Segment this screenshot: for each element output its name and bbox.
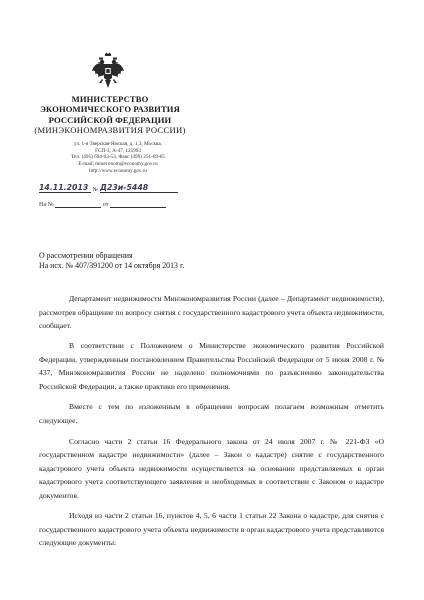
handwritten-date: 14.11.2013 (39, 183, 89, 192)
from-label: от (102, 201, 109, 208)
handwritten-number: Д23и-5448 (100, 183, 149, 192)
address-line: ул. 1-я Тверская-Ямская, д. 1,3, Москва, (73, 141, 163, 147)
double-headed-eagle-emblem-icon (91, 52, 125, 92)
ministry-contacts (48, 141, 188, 175)
ministry-name-block (30, 94, 190, 136)
in-reply-date-field (110, 198, 166, 208)
body-paragraph: Вместе с тем по изложенным в обращении вопросам полагаем возможным отметить следующее. (39, 401, 384, 425)
body-paragraph: Департамент недвижимости Минэкономразвития России (далее – Департамент недвижимости), рассмотрев обращение по вопросу снятия с государственного кадастрового учета объекта недвижимости, сообщает. (39, 294, 384, 331)
letter-body (39, 292, 384, 556)
body-paragraph: Согласно части 2 статьи 16 Федерального закона от 24 июля 2007 г. № 221-ФЗ «О государственном кадастре недвижимости» (далее – Закон о кадастре) снятие с государственного кадастрового учета объекта недвижимости осуществляется на основании представляемых в орган кадастрового учета соответствующего заявления и необходимых в соответствии с Законом о кадастре документов. (39, 436, 384, 500)
number-field (100, 183, 178, 193)
ministry-abbreviation: (МИНЭКОНОМРАЗВИТИЯ РОССИИ) (34, 125, 186, 136)
letter-subject (39, 251, 184, 271)
date-field (39, 183, 91, 193)
subject-reference-line: На исх. № 407/391200 от 14 октября 2013 г. (39, 261, 185, 270)
number-prefix: № (92, 186, 99, 193)
phone-line: Тел. (495) 694-03-53, Факс (499) 251-69-65 (71, 154, 165, 161)
in-reply-label: На № (39, 201, 54, 208)
ministry-name-line: ЭКОНОМИЧЕСКОГО РАЗВИТИЯ (40, 104, 180, 115)
email-line: E-mail: mineconom@economy.gov.ru (78, 161, 158, 168)
ministry-name-line: МИНИСТЕРСТВО (71, 94, 149, 104)
address-line: ГСП-3, А-47, 125993 (95, 147, 141, 154)
outgoing-registration-line (39, 183, 178, 194)
body-paragraph: В соответствии с Положением о Министерстве экономического развития Российской Федерации, утвержденным постановлением Правительства Российской Федерации от 5 июня 2008 г. № 437, Минэкономразвития России не наделено полномочиями по разъяснению законодательства Российской Федерации, а также практики его применения. (39, 341, 384, 391)
in-reply-number-field (55, 198, 101, 208)
in-reply-line (39, 198, 166, 209)
ministry-name-line: РОССИЙСКОЙ ФЕДЕРАЦИИ (48, 114, 172, 125)
website-line: http://www.economy.gov.ru (89, 167, 147, 174)
body-paragraph: Исходя из части 2 статьи 16, пунктов 4, 5, 6 части 1 статьи 22 Закона о кадастре, для снятия с государственного кадастрового учета объекта недвижимости в орган кадастрового учета представляются следующие документы: (39, 510, 384, 548)
subject-line: О рассмотрении обращения (39, 251, 133, 260)
